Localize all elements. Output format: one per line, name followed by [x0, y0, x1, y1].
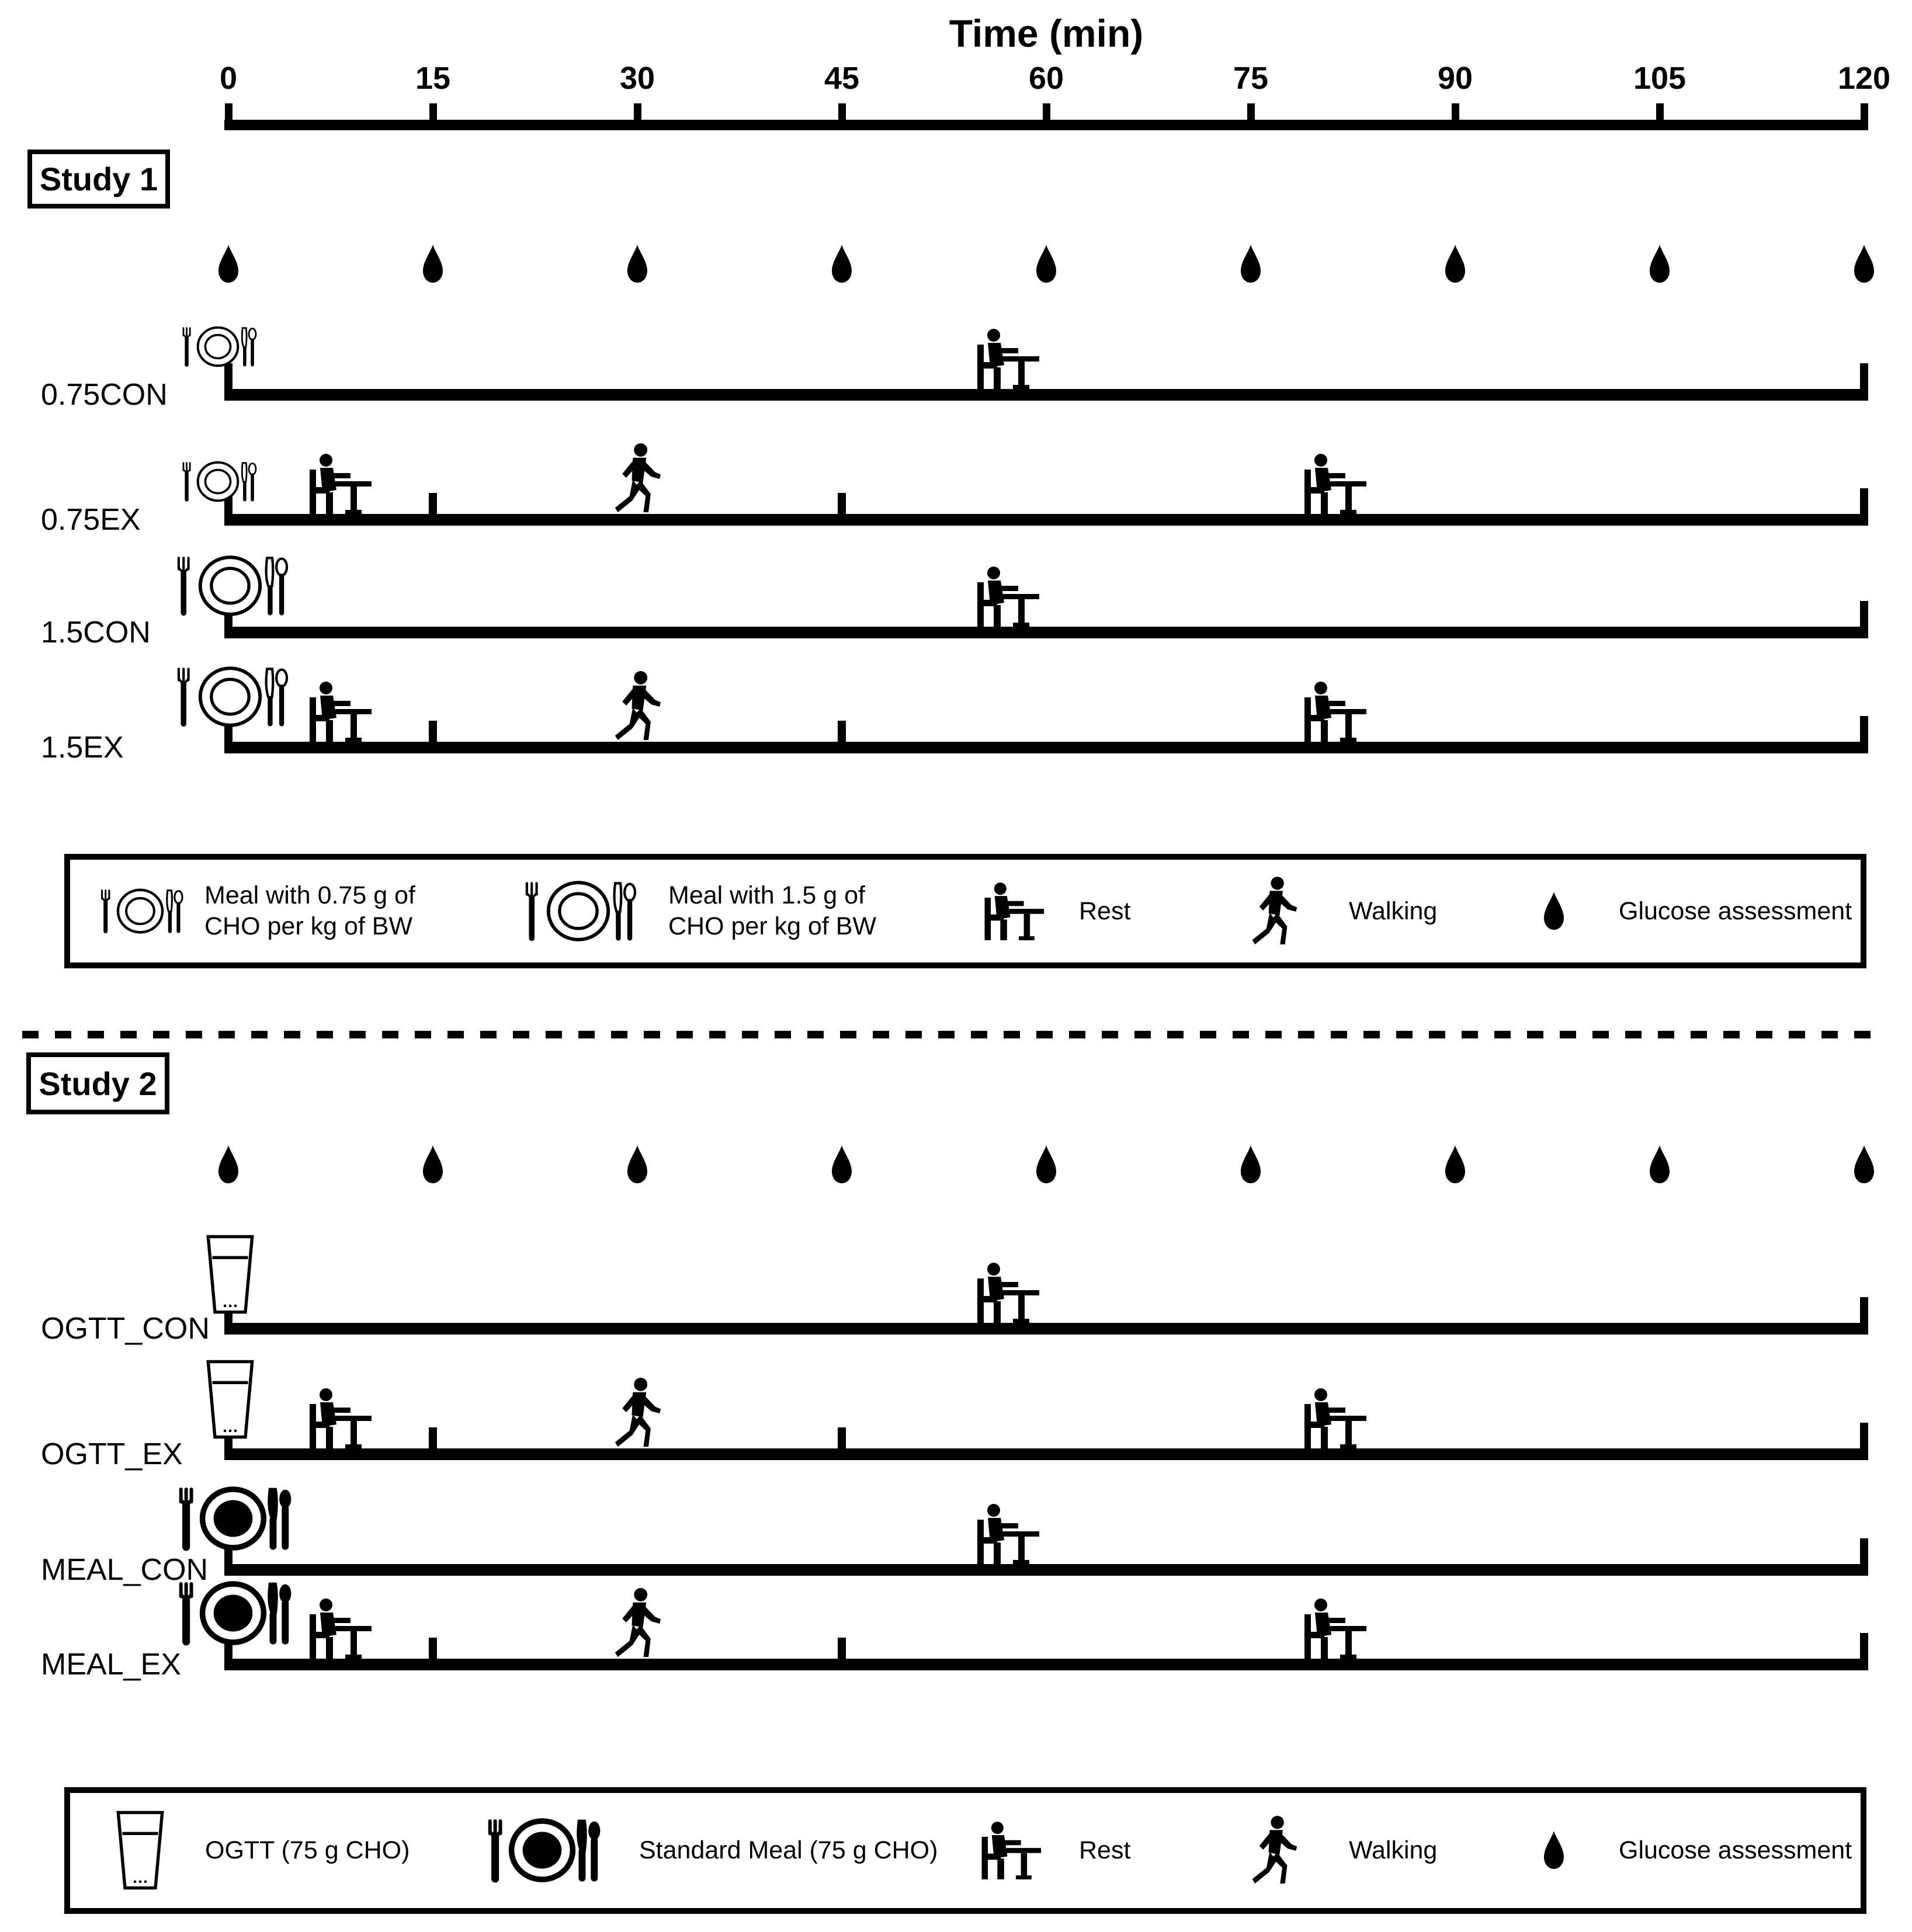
row-label: OGTT_EX [41, 1437, 183, 1471]
axis-tick-label: 90 [1437, 61, 1473, 96]
rest-icon [303, 1598, 373, 1659]
glucose-droplet-icon [1443, 1145, 1467, 1184]
rest-icon [970, 1262, 1040, 1323]
timeline-tick [1860, 488, 1868, 514]
glucose-droplet-icon [830, 244, 854, 284]
timeline-tick [838, 1427, 846, 1448]
meal-075-icon [179, 457, 257, 506]
legend-label: CHO per kg of BW [668, 912, 877, 940]
ogtt-cup-icon [114, 1809, 166, 1891]
axis-tick-label: 120 [1837, 61, 1891, 96]
row-label: MEAL_EX [41, 1648, 181, 1681]
rest-icon [978, 882, 1045, 940]
timeline-tick [838, 493, 846, 514]
meal-075-icon [179, 322, 257, 371]
row-label: MEAL_CON [41, 1553, 209, 1587]
meal-15-icon [172, 550, 289, 622]
rest-icon [303, 453, 373, 514]
glucose-droplet-icon [1238, 1145, 1263, 1184]
meal-075-icon [96, 884, 184, 938]
timeline-bar [224, 742, 1868, 753]
legend-study-1 [64, 854, 1866, 968]
axis-tick [1861, 103, 1868, 120]
axis-tick [1247, 103, 1255, 120]
axis-tick [1452, 103, 1459, 120]
rest-icon [1297, 1598, 1368, 1659]
glucose-droplet-icon [421, 244, 445, 284]
row-label: 1.5EX [41, 731, 124, 765]
timeline-tick [838, 1638, 846, 1659]
timeline-tick [1860, 1297, 1868, 1323]
study-2-box [26, 1052, 169, 1114]
axis-tick-label: 45 [824, 61, 860, 96]
walking-icon [612, 1587, 663, 1659]
glucose-droplet-icon [1034, 1145, 1059, 1184]
legend-label: Standard Meal (75 g CHO) [639, 1836, 938, 1864]
standard-meal-icon [484, 1814, 601, 1886]
axis-tick [1656, 103, 1664, 120]
timeline-bar [224, 1659, 1868, 1670]
standard-meal-icon [175, 1482, 292, 1555]
walking-icon [612, 670, 663, 742]
glucose-droplet-icon [1852, 244, 1876, 284]
axis-tick [225, 103, 233, 120]
axis-tick-label: 60 [1028, 61, 1064, 96]
study-1-label: Study 1 [39, 161, 158, 197]
timeline-bar [224, 389, 1868, 401]
rest-icon [1297, 453, 1368, 514]
axis-tick-label: 0 [219, 61, 238, 96]
legend-label: Glucose assessment [1619, 896, 1852, 925]
timeline-bar [224, 1564, 1868, 1576]
meal-15-icon [520, 875, 637, 947]
timeline-tick [429, 721, 437, 742]
rest-icon [970, 1503, 1040, 1564]
axis-bar [224, 120, 1868, 130]
row-label: OGTT_CON [41, 1312, 210, 1346]
axis-title: Time (min) [949, 12, 1144, 55]
walking-icon [1249, 876, 1299, 946]
rest-icon [303, 681, 373, 742]
glucose-droplet-icon [1647, 1145, 1672, 1184]
timeline-tick [1860, 716, 1868, 742]
axis-tick [429, 103, 437, 120]
timeline-tick [838, 721, 846, 742]
study-divider-dashed-line [22, 1031, 1881, 1038]
axis-tick [634, 103, 641, 120]
glucose-droplet-icon [625, 1145, 650, 1184]
study-1-box [27, 150, 170, 209]
rest-icon [975, 1821, 1042, 1879]
timeline-bar [224, 1448, 1868, 1460]
timeline-tick [1860, 1633, 1868, 1659]
legend-label: Rest [1079, 896, 1131, 925]
walking-icon [1249, 1815, 1299, 1885]
axis-tick [838, 103, 846, 120]
axis-tick-label: 105 [1633, 61, 1687, 96]
axis-tick-label: 15 [415, 61, 451, 96]
legend-label: OGTT (75 g CHO) [205, 1836, 410, 1864]
timeline-tick [429, 493, 437, 514]
timeline-tick [1860, 601, 1868, 627]
walking-icon [612, 443, 663, 514]
glucose-droplet-icon [830, 1145, 854, 1184]
ogtt-cup-icon [204, 1358, 256, 1440]
rest-icon [1297, 681, 1368, 742]
glucose-droplet-icon [216, 244, 241, 284]
glucose-droplet-icon [1852, 1145, 1876, 1184]
legend-label: Rest [1079, 1836, 1131, 1864]
row-label: 0.75CON [41, 378, 168, 412]
legend-label: Meal with 1.5 g of [668, 881, 866, 909]
row-label: 0.75EX [41, 503, 141, 537]
ogtt-cup-icon [204, 1233, 256, 1315]
timeline-bar [224, 627, 1868, 638]
timeline-tick [1860, 1538, 1868, 1564]
rest-icon [970, 566, 1040, 627]
axis-tick-label: 75 [1233, 61, 1269, 96]
walking-icon [612, 1377, 663, 1448]
axis-tick [1043, 103, 1050, 120]
legend-label: Walking [1349, 1836, 1438, 1864]
glucose-droplet-icon [1443, 244, 1467, 284]
glucose-droplet-icon [216, 1145, 241, 1184]
timeline-tick [429, 1638, 437, 1659]
rest-icon [970, 328, 1040, 389]
legend-label: Meal with 0.75 g of [204, 881, 415, 909]
glucose-droplet-icon [625, 244, 650, 284]
timeline-bar [224, 514, 1868, 526]
glucose-droplet-icon [1238, 244, 1263, 284]
axis-tick-label: 30 [619, 61, 655, 96]
glucose-droplet-icon [421, 1145, 445, 1184]
glucose-droplet-icon [1542, 1830, 1566, 1870]
timeline-tick [1860, 1423, 1868, 1448]
meal-15-icon [172, 661, 289, 733]
glucose-droplet-icon [1647, 244, 1672, 284]
row-label: 1.5CON [41, 616, 151, 649]
timeline-bar [224, 1323, 1868, 1335]
rest-icon [303, 1388, 373, 1448]
legend-study-2 [64, 1787, 1866, 1914]
timeline-tick [429, 1427, 437, 1448]
glucose-droplet-icon [1034, 244, 1059, 284]
standard-meal-icon [175, 1577, 292, 1649]
study-2-label: Study 2 [39, 1065, 157, 1102]
legend-label: Glucose assessment [1619, 1836, 1852, 1864]
timeline-tick [1860, 363, 1868, 389]
legend-label: CHO per kg of BW [204, 912, 413, 940]
rest-icon [1297, 1388, 1368, 1448]
glucose-droplet-icon [1542, 891, 1566, 931]
legend-label: Walking [1349, 896, 1438, 925]
